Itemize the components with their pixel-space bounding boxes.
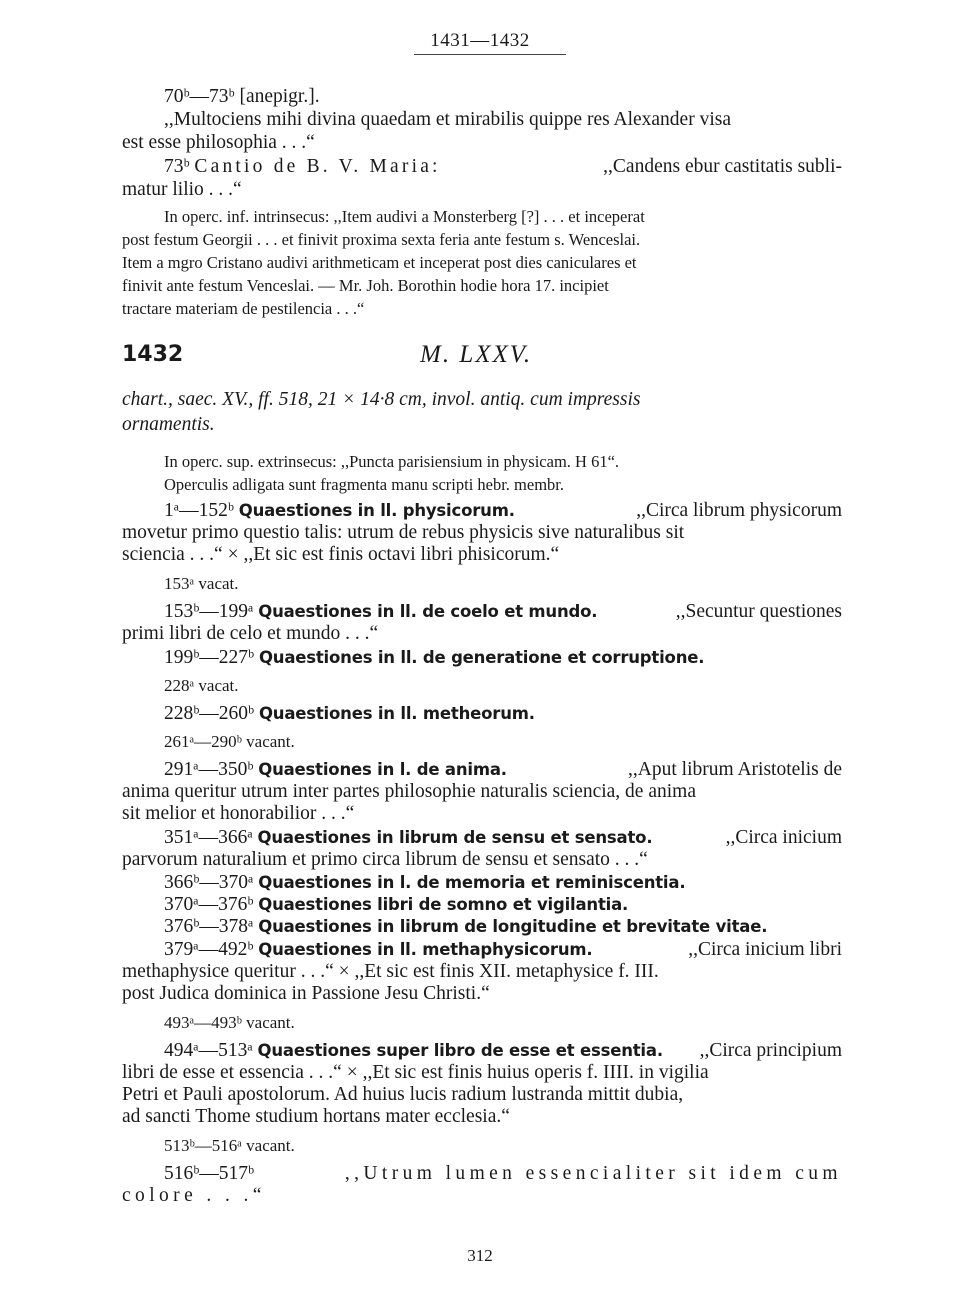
item-title: Quaestiones in l. de memoria et reminiscentia. (258, 873, 686, 892)
incipit: ,,Circa librum physicorum (636, 500, 842, 521)
text-line: sit melior et honorabilior . . .“ (122, 803, 355, 824)
text-line: ,,Multociens mihi divina quaedam et mirabilis quippe res Alexander visa (164, 109, 731, 130)
contents-item (122, 647, 842, 669)
text-line: anima queritur utrum inter partes philosophie naturalis sciencia, de anima (122, 781, 696, 802)
text-line: libri de esse et essencia . . .“ × ,,Et sic est finis huius operis f. IIII. in vigilia (122, 1062, 709, 1083)
folio-line: 70ᵇ—73ᵇ [anepigr.]. (164, 86, 320, 107)
folio-ref: 199ᵇ—227ᵇ (164, 647, 255, 668)
cantio-line (122, 156, 842, 178)
page-number: 312 (467, 1246, 493, 1265)
text-line: matur lilio . . .“ (122, 179, 242, 200)
contents-list (122, 500, 842, 1207)
note-line: Item a mgro Cristano audivi arithmeticam et inceperat post dies caniculares et (122, 253, 637, 272)
incipit: ,,Aput librum Aristotelis de (628, 759, 842, 780)
vacat-line: 228ᵃ vacat. (164, 676, 239, 695)
folio-ref: 494ᵃ—513ᵃ (164, 1040, 253, 1061)
entry-number: 1432 (122, 342, 184, 367)
contents-item (122, 872, 842, 894)
entry-1431-body (122, 86, 842, 201)
text-line: colore . . .“ (122, 1185, 266, 1206)
vacat-line: 513ᵇ—516ᵃ vacant. (164, 1136, 295, 1155)
vacat-line: 493ᵃ—493ᵇ vacant. (164, 1013, 295, 1032)
item-title: Quaestiones in ll. de generatione et corruptione. (258, 648, 705, 667)
item-title: Quaestiones libri de somno et vigilantia. (258, 895, 629, 914)
item-title: Quaestiones in librum de longitudine et brevitate vitae. (258, 917, 768, 936)
item-title: Quaestiones super libro de esse et essentia. (257, 1041, 663, 1060)
incipit: ,,Circa inicium libri (688, 939, 842, 960)
folio-ref: 370ᵃ—376ᵇ (164, 894, 254, 915)
contents-item (122, 759, 842, 781)
folio-ref: 153ᵇ—199ᵃ (164, 601, 254, 622)
item-title: Quaestiones in ll. physicorum. (238, 501, 515, 520)
text-line: sciencia . . .“ × ,,Et sic est finis octavi libri phisicorum.“ (122, 544, 560, 565)
shelf-signature: M. LXXV. (420, 341, 533, 368)
text-line: post Judica dominica in Passione Jesu Christi.“ (122, 983, 490, 1004)
description-line: ornamentis. (122, 414, 215, 435)
contents-item (122, 1040, 842, 1062)
entry-1431-notes (122, 205, 842, 320)
contents-item (122, 500, 842, 522)
contents-item (122, 703, 842, 725)
note-line: tractare materiam de pestilencia . . .“ (122, 299, 365, 318)
vacat-line: 261ᵃ—290ᵇ vacant. (164, 732, 295, 751)
incipit: ,,Candens ebur castitatis subli- (603, 156, 842, 177)
text-line: methaphysice queritur . . .“ × ,,Et sic est finis XII. metaphysice f. III. (122, 961, 659, 982)
folio-ref: 379ᵃ—492ᵇ (164, 939, 254, 960)
folio-ref: 1ᵃ—152ᵇ (164, 500, 234, 521)
folio-ref: 351ᵃ—366ᵃ (164, 827, 253, 848)
running-header: 1431—1432 (430, 30, 530, 51)
folio-ref: 73ᵇ (164, 156, 190, 177)
incipit: ,,Utrum lumen essencialiter sit idem cum (344, 1163, 842, 1184)
header-rule (414, 54, 566, 55)
cover-note-line: Operculis adligata sunt fragmenta manu scripti hebr. membr. (164, 475, 565, 494)
section-title: Cantio de B. V. Maria: (194, 156, 441, 177)
text-line: ad sancti Thome studium hortans mater ecclesia.“ (122, 1106, 510, 1127)
incipit: ,,Secuntur questiones (675, 601, 842, 622)
physical-description (122, 387, 842, 437)
text-line: movetur primo questio talis: utrum de rebus physicis sive naturalibus sit (122, 522, 685, 543)
vacat-line: 153ᵃ vacat. (164, 574, 239, 593)
folio-ref: 291ᵃ—350ᵇ (164, 759, 254, 780)
text-line: est esse philosophia . . .“ (122, 132, 315, 153)
contents-item (122, 1163, 842, 1185)
cover-note-line: In operc. sup. extrinsecus: ,,Puncta parisiensium in physicam. H 61“. (164, 452, 620, 471)
folio-ref: 366ᵇ—370ᵃ (164, 872, 254, 893)
folio-ref: 376ᵇ—378ᵃ (164, 916, 254, 937)
folio-ref: 516ᵇ—517ᵇ (164, 1163, 255, 1184)
item-title: Quaestiones in librum de sensu et sensato. (257, 828, 653, 847)
contents-item (122, 939, 842, 961)
contents-item (122, 894, 842, 916)
item-title: Quaestiones in ll. methaphysicorum. (258, 940, 593, 959)
text-line: parvorum naturalium et primo circa librum de sensu et sensato . . .“ (122, 849, 648, 870)
item-title: Quaestiones in ll. de coelo et mundo. (258, 602, 598, 621)
cover-notes (122, 450, 842, 496)
note-line: post festum Georgii . . . et finivit proxima sexta feria ante festum s. Wenceslai. (122, 230, 641, 249)
incipit: ,,Circa principium (699, 1040, 842, 1061)
note-line: finivit ante festum Venceslai. — Mr. Joh. Borothin hodie hora 17. incipiet (122, 276, 609, 295)
folio-ref: 228ᵇ—260ᵇ (164, 703, 255, 724)
text-line: primi libri de celo et mundo . . .“ (122, 623, 379, 644)
note-line: In operc. inf. intrinsecus: ,,Item audivi a Monsterberg [?] . . . et inceperat (164, 207, 645, 226)
contents-item (122, 916, 842, 938)
contents-item (122, 827, 842, 849)
contents-item (122, 601, 842, 623)
text-line: Petri et Pauli apostolorum. Ad huius lucis radium lustranda mittit dubia, (122, 1084, 684, 1105)
incipit: ,,Circa inicium (725, 827, 842, 848)
description-line: chart., saec. XV., ff. 518, 21 × 14·8 cm, invol. antiq. cum impressis (122, 389, 641, 410)
item-title: Quaestiones in l. de anima. (258, 760, 507, 779)
item-title: Quaestiones in ll. metheorum. (258, 704, 535, 723)
